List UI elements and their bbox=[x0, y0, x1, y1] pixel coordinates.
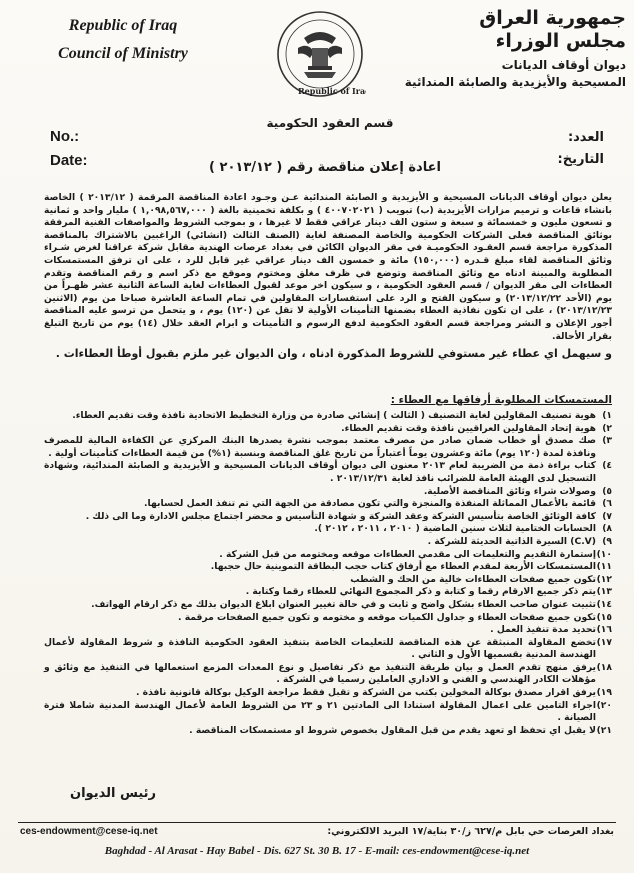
body-paragraph: يعلن ديوان أوقاف الديانات المسيحية و الأيزيدية و الصابئة المندائية عـن وجـود اعادة المناقصة المرقمة ( ٢٠١٣/١٢ ) الخاصة بانشاء قاعات و ترميم مزارات الأيزيدية (ب) تبويب ( ٤٠٠٧٠٢٠٢١ ) و بكلفة تخمينية بالغة ( ١,٠٩٨,٥٦٧,٠٠٠ ) مليار واحد و ثمانية و تسعون مليون و خمسمائة و سبعة و ستون الف دينار عراقي فقط لا غيرها ، و بموجب الشروط والمواصفات الفنية المرفقة بوثائق المناقصة فعلى الشركات الحكومية والخاصة المصنفة لغاية (الصنف الثالث (انشائي) الراغبين بالاشتراك بالمناقصة المذكورة مراجعة قسم العقـود الحكوميـة في مقر الديوان الكائن في بغداد عرصات الهندية مقابل شركة عراقنا لغرض شـراء وثائق المناقصة لقاء مبلغ قـدره (١٥٠,٠٠٠) مائة و خمسون الف دينار عراقي غير قابل للرد ، على ان ترفق المستمسكات المطلوبة والمبينة ادناه مع وثائق المناقصة وتوضع في ظرف مغلق ومختوم وموقع مع ذكر اسم و رقم المناقصة وتقدم العطاءات الى مقر الديوان / قسم العقود الحكومية ، و سيكون اخر موعد لقبول العطاءات لغاية الساعة الثانية عشر ظهـراً من يوم (الأحد ٢٠١٣/١٢/٢٢) و سيكون الفتح و الرد على استفسارات المقاولين في تمام الساعة العاشرة صباحا من يوم (الاثنين ٢٠١٣/١٢/٢٣) ، على ان تكون نفاذية العطاء بضمنها التأمينات الأولية لا تقل عن (١٢٠) يوم ، و يتحمل من ترسو عليه المناقصة أجور الإعلان و النشر ومراجعة قسم العقود الحكومية لدفع الرسوم و التأمينات و ابرام العقد خلال (١٤) يوم من تاريخ التبلغ بقرار الأحالة. bbox=[44, 192, 613, 342]
body-note: و سيهمل اي عطاء غير مستوفي للشروط المذكورة ادناه ، وان الديوان غير ملزم بقبول أوطأ العطاءات . bbox=[55, 347, 612, 361]
item-number: ١٧) bbox=[596, 636, 612, 648]
list-item bbox=[44, 612, 612, 625]
item-text: تثبيت عنوان صاحب العطاء بشكل واضح و ثابت و في حالة تغيير العنوان ابلاغ الديوان بذلك مع ذكر ارقام الهواتف. bbox=[91, 598, 596, 610]
list-item bbox=[44, 687, 612, 700]
list-item bbox=[44, 511, 612, 524]
item-number: ١٥) bbox=[596, 611, 612, 623]
list-item bbox=[44, 498, 612, 511]
list-item bbox=[44, 561, 612, 574]
item-number: ١٦) bbox=[596, 624, 612, 636]
list-item bbox=[44, 574, 612, 587]
footer-divider bbox=[18, 822, 616, 823]
list-item bbox=[44, 410, 612, 423]
item-text: تكون جميع صفحات العطاء و جداول الكميات موقعه و مختومه و تكون جميع الصفحات مرقمة . bbox=[178, 611, 596, 623]
list-item bbox=[44, 423, 612, 436]
item-number: ١١) bbox=[596, 561, 612, 573]
republic-seal-icon bbox=[274, 8, 366, 104]
list-item bbox=[44, 586, 612, 599]
date-label: Date: bbox=[50, 152, 88, 169]
item-number: ١) bbox=[602, 410, 612, 421]
ar-number-label: العدد: bbox=[567, 130, 604, 145]
page-title: اعادة إعلان مناقصة رقم ( ٢٠١٣/١٢ ) bbox=[209, 160, 441, 175]
item-number: ٣) bbox=[602, 435, 612, 447]
item-text: يتم ذكر جميع الارقام رقما و كتابة و ذكر المجموع النهائي للعطاء رقما وكتابة . bbox=[245, 586, 596, 598]
announcement-body bbox=[44, 192, 612, 361]
list-item bbox=[44, 486, 612, 499]
item-text: قائمة بالأعمال المماثلة المنفذة والمنجزة والتي تكون مصادقة من الجهة التي تم تنفذ العمل لحسابها. bbox=[144, 498, 596, 510]
item-number: ١٢) bbox=[596, 573, 612, 585]
requirements-list bbox=[44, 410, 612, 737]
footer-line-arabic bbox=[20, 826, 614, 842]
item-number: ١٣) bbox=[596, 586, 612, 598]
footer-en-address: Baghdad - Al Arasat - Hay Babel - Dis. 627 St. 30 B. 17 - E-mail: ces-endowment@cese-iq.net bbox=[104, 845, 530, 857]
item-number: ٤) bbox=[602, 460, 612, 472]
list-item bbox=[44, 725, 612, 738]
item-text: هوية تصنيف المقاولين لغاية التصنيف ( الثالث ) إنشائي صادرة من وزارة التخطيط الاتحادية نافذة وقت تقديم العطاء. bbox=[72, 410, 596, 421]
item-text: لا يقبل اي تحفظ او تعهد يقدم من قبل المقاول بخصوص شروط او مستمسكات المناقصة . bbox=[189, 724, 596, 736]
item-text: كافة الوثائق الخاصة بتأسيس الشركة وعقد الشركة و شهادة التأسيس و محضر اجتماع مجلس الادارة وما الى ذلك . bbox=[85, 510, 596, 522]
item-text: كتاب براءة ذمة من الضريبة لعام ٢٠١٣ معنون الى ديوان أوقاف الديانات المسيحية و الأيزيدية و الصابئة المندائية، وشهادة التسجيل لدى الهيئة العامة للضرائب نافذ لغاية ٢٠١٣/١٢/٣١ . bbox=[44, 460, 596, 484]
list-item bbox=[44, 700, 612, 725]
department-name: قسم العقود الحكومية bbox=[266, 116, 394, 130]
item-number: ٢١) bbox=[596, 724, 612, 736]
item-number: ٢) bbox=[602, 422, 612, 434]
item-number: ٦) bbox=[602, 498, 612, 510]
requirements-heading: المستمسكات المطلوبة أرفاقها مع العطاء : bbox=[390, 394, 612, 406]
list-item bbox=[44, 460, 612, 485]
item-text: صك مصدق أو خطاب ضمان صادر من مصرف معتمد بموجب نشرة يصدرها البنك المركزي عن الكفاءة المالية للمصرف ونافذة لمدة (١٢٠ يوم) مائة وعشرون يوماً أعتباراً من تاريخ غلق المناقصة وبنسبة (١%) من قيمة العطاءات كتأمينات أولية . bbox=[44, 435, 596, 459]
item-number: ١٤) bbox=[596, 598, 612, 610]
item-number: ١٨) bbox=[596, 661, 612, 673]
english-letterhead bbox=[28, 12, 218, 68]
number-label: No.: bbox=[50, 128, 80, 145]
list-item bbox=[44, 624, 612, 637]
item-text: يرفق اقرار مصدق بوكالة المخولين بكتب من الشركة و تقبل فقط مراجعة الوكيل بوكالة قانونية نافذة . bbox=[135, 687, 596, 699]
item-text: إستمارة التقديم والتعليمات الى مقدمي العطاءات موقعه ومختومه من قبل الشركة . bbox=[219, 548, 596, 560]
letterhead-ar-religions: المسيحية والأيزيدية والصابئة المندائية bbox=[404, 75, 626, 89]
list-item bbox=[44, 435, 612, 460]
item-text: الحسابات الختامية لثلاث سنين الماضية ( ٢٠١٠ ، ٢٠١١ ، ٢٠١٢ ). bbox=[314, 523, 596, 535]
list-item bbox=[44, 637, 612, 662]
item-text: اجراء التامين على اعمال المقاولة استنادا الى المادتين ٢١ و ٢٣ من الشروط العامة لأعمال الهندسة المدنية شاملا فترة الصيانة . bbox=[44, 699, 597, 724]
item-text: هوية إتحاد المقاولين العراقيين نافذة وقت تقديم العطاء. bbox=[341, 422, 596, 434]
arabic-letterhead bbox=[396, 6, 626, 90]
item-number: ٢٠) bbox=[596, 699, 612, 711]
list-item bbox=[44, 523, 612, 536]
item-number: ٧) bbox=[602, 510, 612, 522]
letterhead-country: Republic of Iraq bbox=[68, 17, 178, 34]
item-number: ٩) bbox=[602, 535, 612, 547]
list-item bbox=[44, 599, 612, 612]
item-text: وصولات شراء وثائق المناقصة الأصلية. bbox=[423, 485, 596, 497]
ar-date-label: التاريخ: bbox=[557, 152, 604, 167]
item-text: تكون جميع صفحات العطاءات خالية من الحك و الشطب bbox=[350, 573, 596, 585]
list-item bbox=[44, 549, 612, 562]
item-number: ١٩) bbox=[596, 687, 612, 699]
letterhead-ar-diwan: ديوان أوقاف الديانات bbox=[501, 58, 626, 72]
seal-text: Republic of Iraq bbox=[298, 86, 366, 96]
list-item bbox=[44, 662, 612, 687]
list-item bbox=[44, 536, 612, 549]
item-number: ١٠) bbox=[596, 548, 612, 560]
item-text: المستمسكات الأربعة لمقدم العطاء مع أرفاق كتاب حجب البطاقة التموينية حال حجبها. bbox=[210, 561, 596, 573]
letterhead-ar-country: جمهورية العراق bbox=[479, 7, 626, 29]
signature-title: رئيس الديوان bbox=[70, 786, 157, 801]
item-text: يرفق منهج تقدم العمل و بيان طريقة التنفيذ مع ذكر تفاصيل و نوع المعدات المزمع استعمالها في التنفيذ مع وثائق و مؤهلات الكادر الهندسي و الفني و الاداري العاملين رسميا في الشركة . bbox=[44, 661, 596, 686]
item-text: تخضع المقاولة المنبثقة عن هذه المناقصة للتعليمات الخاصة بتنفيذ العقود الحكومية النافذة و شروط المقاولة لأعمال الهندسة المدنية بقسميها الأول و الثاني . bbox=[44, 636, 596, 661]
letterhead-council: Council of Ministry bbox=[58, 45, 188, 62]
item-text: (C.V) السيرة الذاتية الحديثة للشركة . bbox=[427, 535, 596, 547]
footer-ar-address: بغداد العرصات حي بابل م/٦٢٧ ز/٣٠ بناية/١٧ البريد الالكتروني: bbox=[327, 826, 614, 837]
footer-email-link[interactable]: ces-endowment@cese-iq.net bbox=[20, 826, 158, 837]
item-number: ٥) bbox=[602, 485, 612, 497]
letterhead-ar-council: مجلس الوزراء bbox=[495, 30, 626, 52]
item-number: ٨) bbox=[602, 523, 612, 535]
item-text: تحديد مدة تنفيذ العمل . bbox=[490, 624, 596, 636]
